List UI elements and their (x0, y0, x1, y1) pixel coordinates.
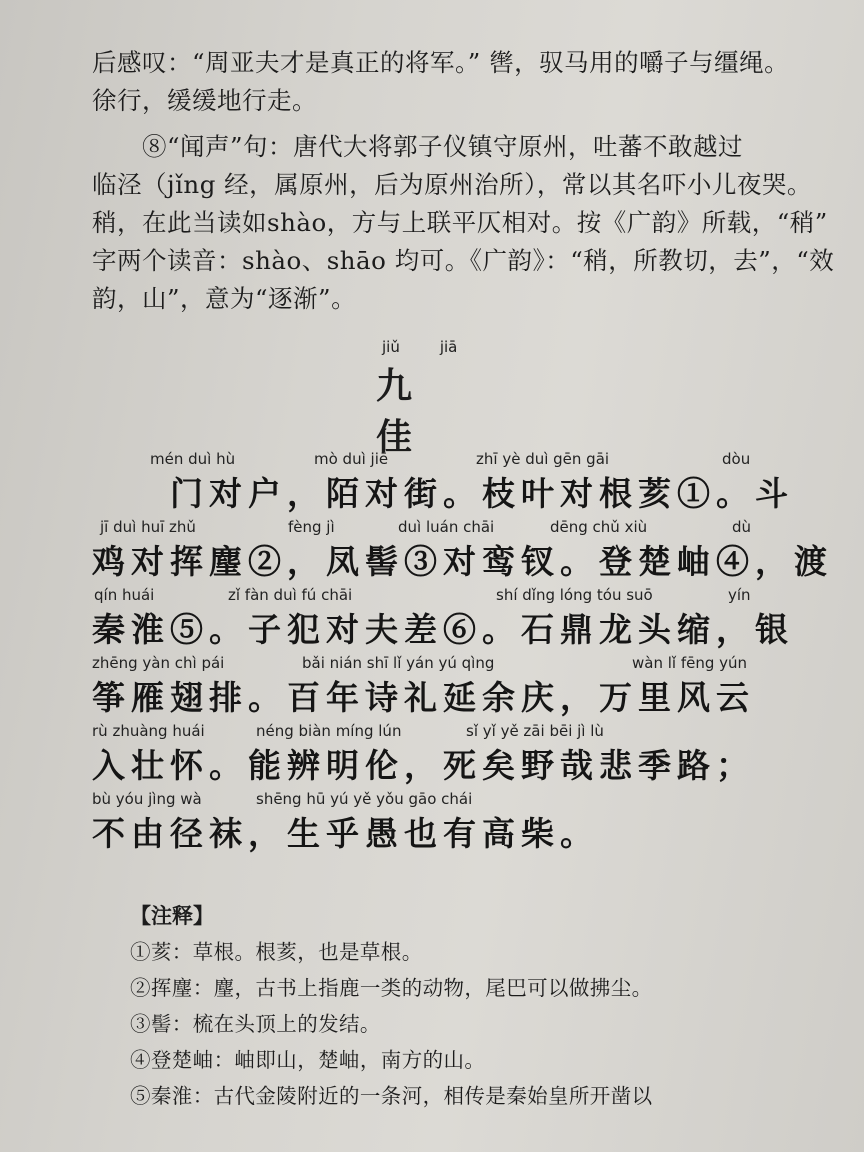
verse-text: 入壮怀。能辨明伦，死矣野哉悲季路； (92, 746, 755, 785)
notes-list (130, 934, 810, 1114)
verse-text: 不由径袜，生乎愚也有高柴。 (92, 814, 599, 853)
verse-text: 门对户，陌对街。枝叶对根荄①。斗 (92, 474, 794, 513)
paragraph-line: 韵，山”，意为“逐渐”。 (92, 284, 357, 313)
verse-line-1 (92, 450, 792, 518)
title-pinyin (360, 338, 500, 356)
pinyin-group: zǐ fàn duì fú chāi (228, 586, 353, 604)
pinyin-group: dēng chǔ xiù (550, 518, 648, 536)
pinyin-group: dù (732, 518, 752, 536)
pinyin-group: mò duì jiē (314, 450, 389, 468)
note-item: ②挥麈：麈，古书上指鹿一类的动物，尾巴可以做拂尘。 (130, 976, 653, 1000)
notes-heading: 【注释】 (130, 904, 214, 928)
top-paragraphs (92, 44, 835, 318)
paragraph-line: ⑧“闻声”句：唐代大将郭子仪镇守原州，吐蕃不敢越过 (92, 132, 744, 161)
pinyin-group: wàn lǐ fēng yún (632, 654, 748, 672)
pinyin-group: yín (728, 586, 751, 604)
pinyin-group: mén duì hù (150, 450, 236, 468)
verse-line-6 (92, 790, 792, 858)
note-item: ⑤秦淮：古代金陵附近的一条河，相传是秦始皇所开凿以 (130, 1084, 653, 1108)
pinyin-group: jī duì huī zhǔ (100, 518, 196, 536)
pinyin-group: zhī yè duì gēn gāi (476, 450, 610, 468)
verse-line-5 (92, 722, 792, 790)
pinyin-group: shēng hū yú yě yǒu gāo chái (256, 790, 473, 808)
title-pinyin-2: jiā (439, 338, 458, 356)
paragraph-line: 后感叹：“周亚夫才是真正的将军。” 辔，驭马用的嚼子与缰绳。 (92, 48, 790, 77)
note-item: ④登楚岫：岫即山，楚岫，南方的山。 (130, 1048, 486, 1072)
verse-text: 鸡对挥麈②，凤髻③对鸾钗。登楚岫④，渡 (92, 542, 833, 581)
verse-line-3 (92, 586, 792, 654)
note-item: ③髻：梳在头顶上的发结。 (130, 1012, 381, 1036)
verse-text: 秦淮⑤。子犯对夫差⑥。石鼎龙头缩，银 (92, 610, 794, 649)
paragraph-line: 临泾（jǐng 经，属原州，后为原州治所），常以其名吓小儿夜哭。 (92, 170, 812, 199)
pinyin-group: dòu (722, 450, 751, 468)
paragraph-line: 稍，在此当读如shào，方与上联平仄相对。按《广韵》所载，“稍” (92, 208, 828, 237)
verse-text: 筝雁翅排。百年诗礼延余庆，万里风云 (92, 678, 755, 717)
note-item: ①荄：草根。根荄，也是草根。 (130, 940, 423, 964)
pinyin-group: duì luán chāi (398, 518, 495, 536)
paragraph-line: 字两个读音：shào、shāo 均可。《广韵》：“稍，所教切，去”，“效 (92, 246, 835, 275)
verse-block (92, 450, 833, 858)
title-hanzi: 九佳 (376, 365, 441, 458)
pinyin-group: bù yóu jìng wà (92, 790, 202, 808)
pinyin-group: shí dǐng lóng tóu suō (496, 586, 653, 604)
paragraph-line: 徐行，缓缓地行走。 (92, 86, 317, 115)
verse-line-4 (92, 654, 792, 722)
pinyin-group: rù zhuàng huái (92, 722, 205, 740)
verse-line-2 (92, 518, 833, 586)
poem-title (360, 338, 500, 460)
pinyin-group: zhēng yàn chì pái (92, 654, 225, 672)
pinyin-group: qín huái (94, 586, 155, 604)
pinyin-group: sǐ yǐ yě zāi bēi jì lù (466, 722, 604, 740)
pinyin-group: fèng jì (288, 518, 335, 536)
pinyin-group: bǎi nián shī lǐ yán yú qìng (302, 654, 495, 672)
title-pinyin-1: jiǔ (382, 338, 400, 356)
pinyin-group: néng biàn míng lún (256, 722, 402, 740)
